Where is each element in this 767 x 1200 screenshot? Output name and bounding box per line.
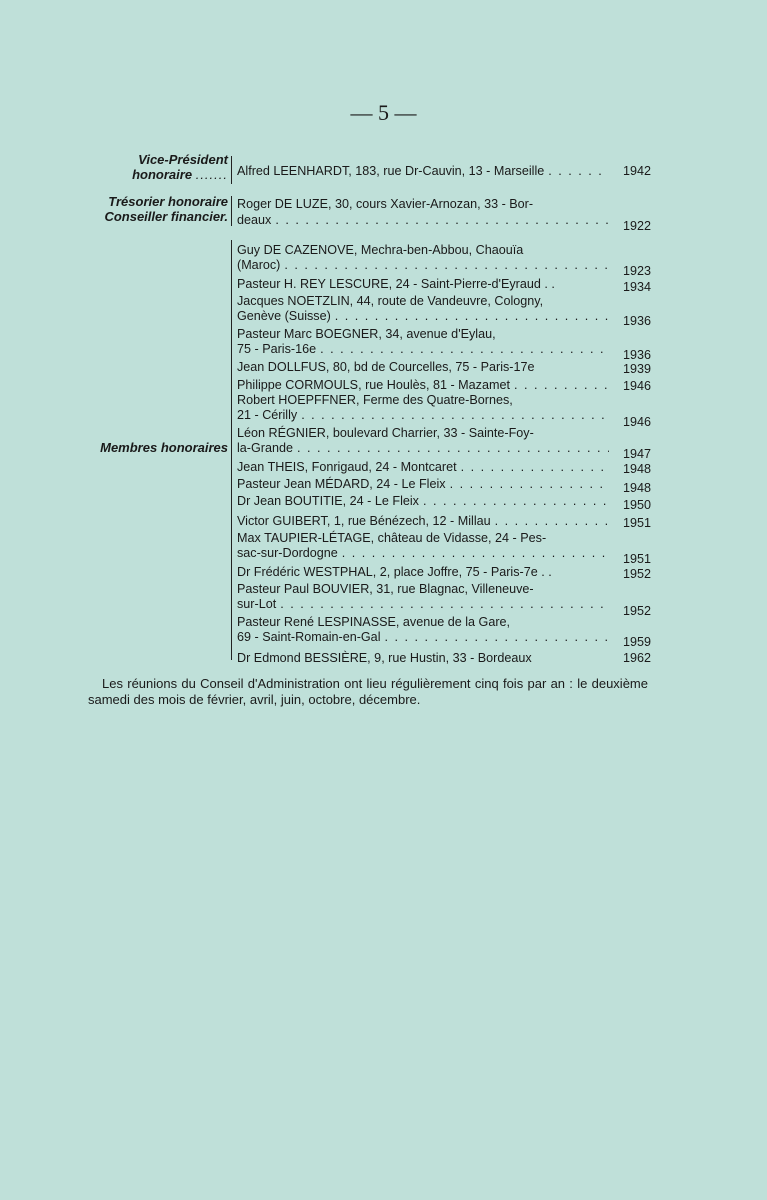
entry-lespinasse	[237, 615, 651, 649]
role-tresorier	[60, 194, 228, 224]
entry-cormouls	[237, 378, 651, 393]
entry-de-luze	[237, 197, 651, 233]
entry-text: Pasteur Marc BOEGNER, 34, avenue d'Eylau,	[237, 327, 496, 341]
entry-year: 1950	[622, 498, 651, 512]
entry-leenhardt	[237, 164, 651, 179]
role-tresorier-line2: Conseiller financier.	[104, 209, 228, 224]
entry-text-cont: deaux	[237, 212, 272, 227]
role-vice-president	[60, 152, 228, 182]
entry-year: 1959	[622, 634, 651, 649]
entry-text: Jacques NOETZLIN, 44, route de Vandeuvre, Cologny,	[237, 294, 544, 308]
entry-dollfus	[237, 360, 651, 375]
entry-text-cont: sac-sur-Dordogne	[237, 545, 338, 560]
entry-text-cont: 21 - Cérilly	[237, 407, 298, 422]
divider-tresorier	[231, 196, 232, 226]
role-membres-honoraires: Membres honoraires	[100, 440, 228, 455]
entry-year: 1946	[622, 414, 651, 429]
entry-guibert	[237, 514, 651, 529]
footer-paragraph: Les réunions du Conseil d'Administration ont lieu régulièrement cinq fois par an : le deuxième samedi des mois de février, avril, juin, octobre, décembre.	[88, 676, 648, 707]
divider-vice-president	[231, 156, 232, 184]
entry-year: 1923	[622, 263, 651, 278]
entry-text: Philippe CORMOULS, rue Houlès, 81 - Mazamet	[237, 378, 510, 392]
entry-text: Pasteur Paul BOUVIER, 31, rue Blagnac, Villeneuve-	[237, 582, 534, 596]
entry-text: Jean DOLLFUS, 80, bd de Courcelles, 75 - Paris-17e	[237, 360, 535, 374]
entry-year: 1952	[622, 567, 651, 581]
entry-text: Pasteur Jean MÉDARD, 24 - Le Fleix	[237, 477, 446, 491]
entry-text-cont: sur-Lot	[237, 596, 277, 611]
entry-year: 1951	[622, 551, 651, 566]
entry-year: 1951	[622, 516, 651, 530]
entry-year: 1942	[622, 164, 651, 178]
entry-year: 1934	[622, 280, 651, 294]
entry-text: Roger DE LUZE, 30, cours Xavier-Arnozan, 33 - Bor-	[237, 197, 534, 211]
role-vice-president-line2: honoraire .......	[132, 167, 228, 182]
entry-year: 1948	[622, 462, 651, 476]
entry-bouvier	[237, 582, 651, 618]
entry-rey-lescure	[237, 277, 651, 292]
entry-hoepffner	[237, 393, 651, 429]
entry-regnier	[237, 426, 651, 461]
entry-text: Max TAUPIER-LÉTAGE, château de Vidasse, 24 - Pes-	[237, 531, 547, 545]
entry-text-cont: (Maroc)	[237, 257, 281, 272]
entry-text-cont: la-Grande	[237, 440, 294, 455]
entry-year: 1939	[622, 362, 651, 376]
entry-text: Dr Frédéric WESTPHAL, 2, place Joffre, 75 - Paris-7e . .	[237, 565, 552, 579]
entry-bessiere	[237, 651, 651, 666]
entry-text-cont: 69 - Saint-Romain-en-Gal	[237, 629, 381, 644]
entry-boegner	[237, 327, 651, 362]
entry-taupier-letage	[237, 531, 651, 566]
entry-text: Léon RÉGNIER, boulevard Charrier, 33 - Sainte-Foy-	[237, 426, 534, 440]
entry-medard	[237, 477, 651, 495]
entry-text: Dr Jean BOUTITIE, 24 - Le Fleix	[237, 494, 419, 508]
entry-year: 1947	[622, 446, 651, 461]
entry-year: 1936	[622, 347, 651, 362]
entry-text-cont: 75 - Paris-16e	[237, 341, 317, 356]
entry-year: 1922	[622, 218, 651, 233]
entry-text: Pasteur René LESPINASSE, avenue de la Gare,	[237, 615, 511, 629]
entry-text: Dr Edmond BESSIÈRE, 9, rue Hustin, 33 - Bordeaux	[237, 651, 532, 665]
entry-westphal	[237, 565, 651, 580]
entry-text: Guy DE CAZENOVE, Mechra-ben-Abbou, Chaouïa	[237, 243, 524, 257]
role-vice-president-line1: Vice-Président	[138, 152, 228, 167]
entry-text: Jean THEIS, Fonrigaud, 24 - Montcaret	[237, 460, 457, 474]
entry-year: 1946	[622, 379, 651, 393]
entry-boutitie	[237, 494, 651, 512]
entry-year: 1936	[622, 313, 651, 328]
entry-text: Victor GUIBERT, 1, rue Bénézech, 12 - Millau	[237, 514, 491, 528]
entry-year: 1962	[622, 651, 651, 665]
role-dots: .......	[195, 167, 228, 182]
entry-text: Robert HOEPFFNER, Ferme des Quatre-Bornes,	[237, 393, 513, 407]
role-tresorier-line1: Trésorier honoraire	[108, 194, 228, 209]
entry-noetzlin	[237, 294, 651, 328]
entry-text-cont: Genève (Suisse)	[237, 308, 331, 323]
entry-theis	[237, 460, 651, 475]
entry-de-cazenove	[237, 243, 651, 278]
entry-text: Pasteur H. REY LESCURE, 24 - Saint-Pierre-d'Eyraud . .	[237, 277, 555, 291]
entry-text: Alfred LEENHARDT, 183, rue Dr-Cauvin, 13 - Marseille	[237, 164, 545, 178]
entry-year: 1948	[622, 481, 651, 495]
entry-year: 1952	[622, 603, 651, 618]
page-number: — 5 —	[350, 100, 417, 125]
divider-membres	[231, 240, 232, 660]
